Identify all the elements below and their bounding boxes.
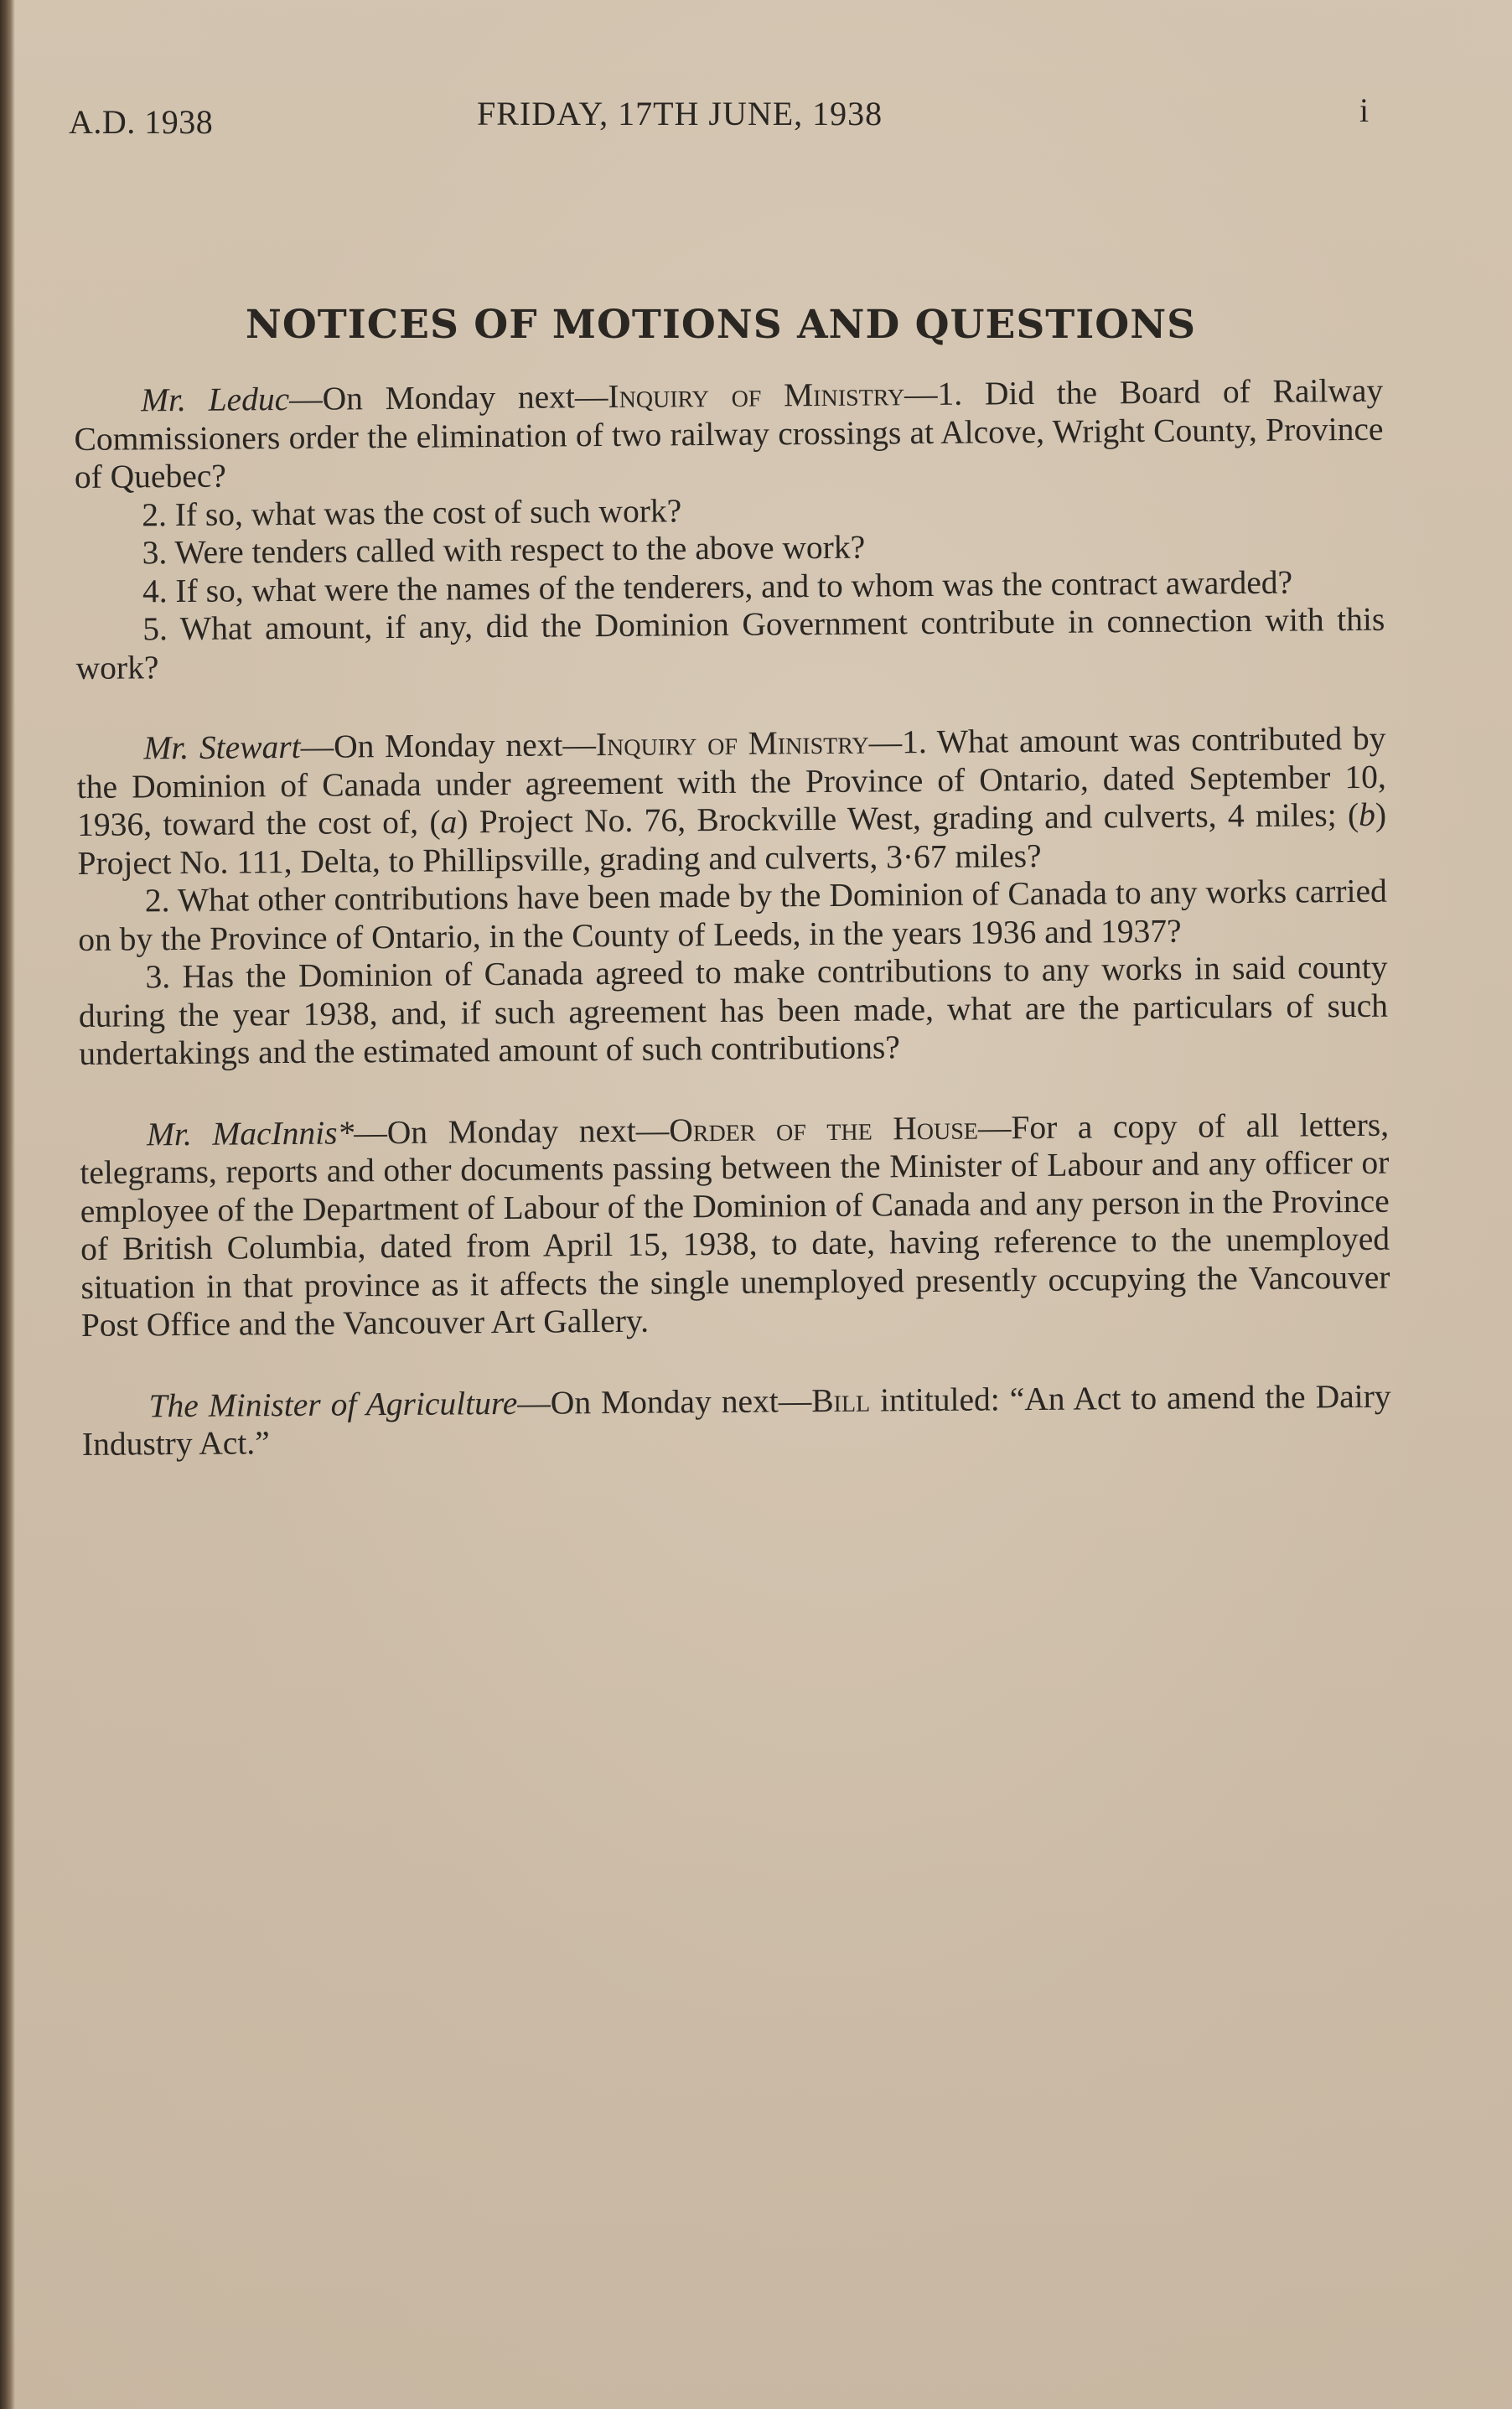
notice-lead-text: intituled: “An Act to amend the Dairy Industry Act.” (81, 1377, 1391, 1463)
notice-macinnis (80, 1106, 1390, 1344)
notice-item: 5. What amount, if any, did the Dominion Government contribute in connection with this work? (75, 600, 1385, 686)
notice-intro: —On Monday next— (517, 1381, 812, 1422)
notice-item: 2. What other contributions have been made by the Dominion of Canada to any works carried on by the Province of Ontario, in the County of Leeds, in the years 1936 and 1937? (78, 872, 1387, 958)
item-letter-b: b (1359, 795, 1376, 833)
page-number: i (1359, 91, 1370, 129)
date-ordinal: TH (653, 95, 700, 132)
notice-lead (80, 1106, 1390, 1344)
notice-intro: —On Monday next— (354, 1111, 670, 1151)
notice-stewart (76, 720, 1388, 1074)
notice-lead-text-c: ) Project No. 111, Delta, to Phillipsville, grading and culverts, 3·67 miles? (77, 795, 1387, 882)
notice-intro: —On Monday next— (300, 726, 597, 765)
notice-minister-agriculture (81, 1377, 1391, 1464)
notice-mover: Mr. MacInnis* (146, 1113, 355, 1153)
notices-body (74, 372, 1391, 1507)
running-head-year: A.D. 1938 (69, 103, 214, 141)
date-suffix: JUNE, 1938 (699, 95, 883, 132)
notice-kind: Bill (811, 1381, 871, 1419)
notice-item: 3. Has the Dominion of Canada agreed to make contributions to any works in said county during the year 1938, and, if such agreement has been made, what are the particulars of such undertakings and the estimated amount of such contributions? (78, 948, 1389, 1072)
running-head (69, 91, 1376, 144)
notice-kind: Inquiry of Ministry (595, 723, 869, 764)
notice-lead (81, 1377, 1391, 1464)
item-letter-a: a (440, 803, 458, 841)
running-head-date (477, 94, 883, 133)
notice-lead-text: —1. Did the Board of Railway Commissioners order the elimination of two railway crossings at Alcove, Wright County, Province of Quebec? (74, 371, 1384, 495)
section-title: NOTICES OF MOTIONS AND QUESTIONS (245, 302, 1197, 348)
notice-lead (74, 372, 1384, 497)
notice-lead (76, 720, 1386, 883)
notice-item: 3. Were tenders called with respect to the above work? (142, 528, 866, 572)
date-prefix: FRIDAY, 17 (477, 95, 654, 132)
binding-edge (0, 0, 15, 2409)
notice-mover: Mr. Stewart (143, 728, 301, 767)
notice-lead-text-b: ) Project No. 76, Brockville West, grading and culverts, 4 miles; ( (457, 795, 1359, 841)
notice-item: 4. If so, what were the names of the tenderers, and to whom was the contract awarded? (142, 563, 1293, 609)
notice-leduc (74, 372, 1385, 687)
notice-kind: Inquiry of Ministry (608, 376, 905, 415)
notice-intro: —On Monday next— (288, 377, 608, 417)
notice-lead-text-a: —1. What amount was contributed by the Dominion of Canada under agreement with the Province of Ontario, dated September 10, 1936, toward the cost of, ( (76, 719, 1386, 843)
notice-mover: The Minister of Agriculture (148, 1384, 518, 1424)
notice-lead-text: —For a copy of all letters, telegrams, reports and other documents passing between the Minister of Labour and any officer or employee of the Department of Labour of the Dominion of Canada and any person in the Province of British Columbia, dated from April 15, 1938, to date, having reference to the unemployed situation in that province as it affects the single unemployed presently occupying the Vancouver Post Office and the Vancouver Art Gallery. (80, 1106, 1390, 1344)
notice-item: 2. If so, what was the cost of such work? (142, 491, 682, 533)
notice-kind: Order of the House (669, 1109, 979, 1148)
notice-mover: Mr. Leduc (140, 380, 290, 419)
